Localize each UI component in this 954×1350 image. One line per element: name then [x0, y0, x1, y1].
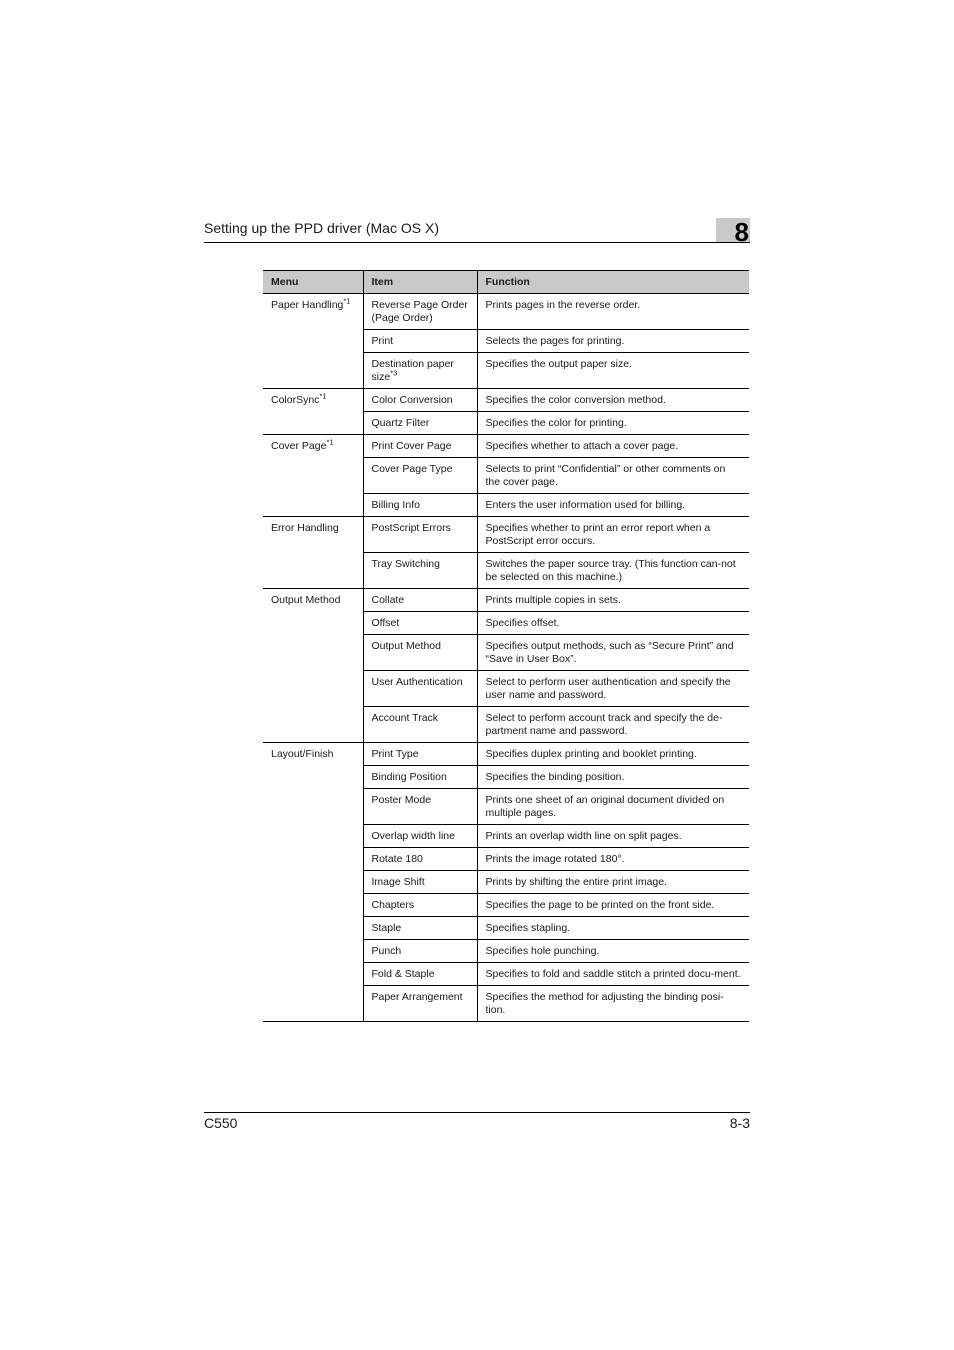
- function-cell: Prints pages in the reverse order.: [477, 294, 749, 330]
- chapter-number: 8: [734, 217, 749, 247]
- item-label: Rotate 180: [371, 853, 423, 865]
- item-cell: [363, 707, 477, 743]
- menu-label: Cover Page: [271, 440, 327, 452]
- settings-table: [263, 270, 749, 1022]
- item-cell: [363, 612, 477, 635]
- function-cell: Specifies the output paper size.: [477, 353, 749, 389]
- item-cell: [363, 412, 477, 435]
- item-cell: [363, 789, 477, 825]
- column-header-item: Item: [363, 271, 477, 294]
- function-cell: Selects to print “Confidential” or other comments on the cover page.: [477, 458, 749, 494]
- footnote-marker: *1: [319, 391, 327, 401]
- column-header-function: Function: [477, 271, 749, 294]
- item-cell: [363, 743, 477, 766]
- header-rule: [204, 242, 750, 243]
- item-cell: [363, 940, 477, 963]
- item-label: Output Method: [371, 640, 441, 652]
- function-cell: Selects the pages for printing.: [477, 330, 749, 353]
- chapter-tab: [716, 217, 750, 247]
- function-cell: Specifies the color conversion method.: [477, 389, 749, 412]
- item-cell: [363, 353, 477, 389]
- menu-cell: [263, 517, 363, 589]
- menu-label: ColorSync: [271, 394, 320, 406]
- item-label: Tray Switching: [371, 558, 440, 570]
- item-label: Quartz Filter: [371, 417, 430, 429]
- function-cell: Specifies whether to print an error report when a PostScript error occurs.: [477, 517, 749, 553]
- footer-rule: [204, 1112, 750, 1113]
- menu-cell: [263, 743, 363, 1022]
- menu-label: Layout/Finish: [271, 748, 334, 760]
- item-cell: [363, 635, 477, 671]
- item-cell: [363, 553, 477, 589]
- item-cell: [363, 825, 477, 848]
- menu-cell: [263, 589, 363, 743]
- item-cell: [363, 294, 477, 330]
- item-cell: [363, 766, 477, 789]
- item-label: Billing Info: [371, 499, 420, 511]
- item-label: Print Type: [371, 748, 419, 760]
- menu-cell: [263, 389, 363, 435]
- menu-label: Paper Handling: [271, 299, 344, 311]
- table-row: [263, 517, 749, 553]
- item-label: Fold & Staple: [371, 968, 435, 980]
- item-cell: [363, 963, 477, 986]
- item-cell: [363, 986, 477, 1022]
- menu-label: Error Handling: [271, 522, 339, 534]
- item-label: Destination paper size: [371, 358, 454, 383]
- item-cell: [363, 517, 477, 553]
- function-cell: Specifies whether to attach a cover page.: [477, 435, 749, 458]
- function-cell: Specifies to fold and saddle stitch a printed docu-ment.: [477, 963, 749, 986]
- table-row: [263, 743, 749, 766]
- function-cell: Specifies offset.: [477, 612, 749, 635]
- item-cell: [363, 589, 477, 612]
- function-cell: Specifies hole punching.: [477, 940, 749, 963]
- running-header-title: Setting up the PPD driver (Mac OS X): [204, 220, 439, 236]
- table-body: [263, 294, 749, 1022]
- table-header-row: [263, 271, 749, 294]
- table-row: [263, 435, 749, 458]
- item-cell: [363, 494, 477, 517]
- item-label: Overlap width line: [371, 830, 455, 842]
- function-cell: Prints the image rotated 180°.: [477, 848, 749, 871]
- function-cell: Enters the user information used for billing.: [477, 494, 749, 517]
- footnote-marker: *1: [326, 437, 334, 447]
- item-cell: [363, 848, 477, 871]
- function-cell: Select to perform user authentication and specify the user name and password.: [477, 671, 749, 707]
- item-label: PostScript Errors: [371, 522, 451, 534]
- item-label: Image Shift: [371, 876, 425, 888]
- function-cell: Prints one sheet of an original document divided on multiple pages.: [477, 789, 749, 825]
- item-label: Offset: [371, 617, 400, 629]
- footer-model: C550: [204, 1115, 238, 1131]
- table-row: [263, 294, 749, 330]
- table-row: [263, 389, 749, 412]
- item-cell: [363, 917, 477, 940]
- item-cell: [363, 458, 477, 494]
- item-label: Print: [371, 335, 394, 347]
- function-cell: Specifies duplex printing and booklet printing.: [477, 743, 749, 766]
- function-cell: Specifies the page to be printed on the front side.: [477, 894, 749, 917]
- item-label: Print Cover Page: [371, 440, 452, 452]
- function-cell: Specifies the method for adjusting the binding posi-tion.: [477, 986, 749, 1022]
- function-cell: Select to perform account track and specify the de-partment name and password.: [477, 707, 749, 743]
- footnote-marker: *1: [343, 296, 351, 306]
- item-cell: [363, 435, 477, 458]
- item-cell: [363, 671, 477, 707]
- function-cell: Switches the paper source tray. (This function can-not be selected on this machine.): [477, 553, 749, 589]
- function-cell: Prints by shifting the entire print image.: [477, 871, 749, 894]
- function-cell: Specifies stapling.: [477, 917, 749, 940]
- item-label: Color Conversion: [371, 394, 453, 406]
- item-label: Reverse Page Order (Page Order): [371, 299, 468, 324]
- function-cell: Specifies the binding position.: [477, 766, 749, 789]
- item-cell: [363, 894, 477, 917]
- item-label: Binding Position: [371, 771, 447, 783]
- menu-cell: [263, 294, 363, 389]
- item-label: Collate: [371, 594, 405, 606]
- item-label: Punch: [371, 945, 402, 957]
- item-cell: [363, 330, 477, 353]
- menu-label: Output Method: [271, 594, 341, 606]
- footnote-marker: *3: [390, 368, 398, 378]
- column-header-menu: Menu: [263, 271, 363, 294]
- table-row: [263, 589, 749, 612]
- footer-page-number: 8-3: [729, 1115, 750, 1131]
- function-cell: Prints multiple copies in sets.: [477, 589, 749, 612]
- item-label: Staple: [371, 922, 402, 934]
- function-cell: Specifies the color for printing.: [477, 412, 749, 435]
- item-label: Cover Page Type: [371, 463, 453, 475]
- item-label: Poster Mode: [371, 794, 432, 806]
- item-label: Paper Arrangement: [371, 991, 463, 1003]
- item-cell: [363, 389, 477, 412]
- item-label: Chapters: [371, 899, 415, 911]
- function-cell: Specifies output methods, such as “Secure Print” and “Save in User Box”.: [477, 635, 749, 671]
- item-cell: [363, 871, 477, 894]
- menu-cell: [263, 435, 363, 517]
- function-cell: Prints an overlap width line on split pages.: [477, 825, 749, 848]
- item-label: Account Track: [371, 712, 439, 724]
- item-label: User Authentication: [371, 676, 463, 688]
